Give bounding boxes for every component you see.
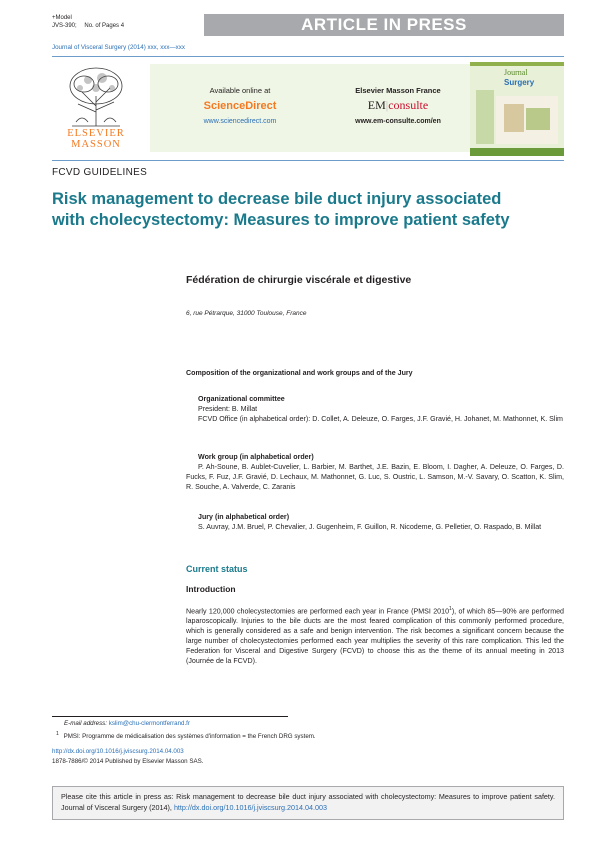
author-affiliation: 6, rue Pétrarque, 31000 Toulouse, France <box>186 310 307 317</box>
article-title: Risk management to decrease bile duct injury associated with cholecystectomy: Measures to improve patient safety <box>52 190 510 229</box>
email-link[interactable]: kslim@chu-clermontferrand.fr <box>108 720 190 727</box>
em-suffix: consulte <box>388 98 429 112</box>
citation-text: Please cite this article in press as: Risk management to decrease bile duct injury associated with cholecystectomy: Measures to improve patient safety. Journal of Visceral Surgery (2014), <box>61 792 555 812</box>
running-header <box>52 14 124 30</box>
org-office: FCVD Office (in alphabetical order): D. Collet, A. Deleuze, O. Farges, J.F. Gravié, H. Johanet, M. Mathonnet, K. Slim <box>198 415 563 423</box>
email-footnote <box>64 720 190 728</box>
sciencedirect-logo[interactable]: ScienceDirect <box>203 100 277 112</box>
journal-citation-line: Journal of Visceral Surgery (2014) xxx, xxx—xxx <box>52 44 185 51</box>
pmsi-footnote <box>56 730 316 741</box>
org-president: President: B. Millat <box>198 405 258 413</box>
copyright-line: 1878-7886/© 2014 Published by Elsevier Masson SAS. <box>52 758 204 765</box>
introduction-paragraph <box>186 604 564 666</box>
subsection-heading: Introduction <box>186 584 236 594</box>
elsevier-masson-logo <box>52 62 140 156</box>
em-prefix: EM <box>367 98 386 112</box>
logo-text-elsevier: ELSEVIER <box>67 128 125 139</box>
availability-box <box>150 64 474 152</box>
jury-members: S. Auvray, J.M. Bruel, P. Chevalier, J. Gugenheim, F. Guillon, R. Nicodeme, G. Pelletier, O. Raspado, B. Millat <box>198 523 542 531</box>
jury-heading: Jury (in alphabetical order) <box>198 513 290 521</box>
work-group <box>186 452 564 492</box>
cover-title-surgery: Surgery <box>504 78 535 87</box>
article-in-press-banner: ARTICLE IN PRESS <box>204 14 564 36</box>
footnote-rule <box>52 716 288 717</box>
journal-header <box>52 62 564 156</box>
elsevier-masson-france-label: Elsevier Masson France <box>355 86 441 95</box>
work-heading: Work group (in alphabetical order) <box>198 453 314 461</box>
journal-cover-thumbnail <box>470 62 564 156</box>
footnote-ref[interactable]: 1 <box>449 606 452 612</box>
org-heading: Organizational committee <box>198 395 285 403</box>
citation-doi-link[interactable]: http://dx.doi.org/10.1016/j.jviscsurg.2014.04.003 <box>173 803 327 812</box>
article-author: Fédération de chirurgie viscérale et digestive <box>186 274 412 286</box>
jury <box>186 512 564 532</box>
para-part-2: ), of which 85—90% are performed laparoscopically. Injuries to the bile ducts are the most feared complication of this commonly performed procedure, which is generally considered as a safe and benign intervention. The risk becomes a significant concern because the large number of cholecystectomies performed each year multiplies the severity of this rare complication. This led the Federation for Visceral and Digestive Surgery (FCVD) to choose this as the theme of its annual meeting in 2013 (Journée de la FCVD). <box>186 607 564 666</box>
organizational-committee <box>186 394 564 424</box>
em-consulte-logo[interactable]: EM|consulte <box>367 98 429 112</box>
section-heading: Current status <box>186 564 248 574</box>
logo-text-masson: MASSON <box>71 139 121 150</box>
article-ref: JVS-390; <box>52 23 77 29</box>
citation-box <box>52 786 564 820</box>
email-label: E-mail address: <box>64 720 107 727</box>
para-part-1: Nearly 120,000 cholecystectomies are performed each year in France (PMSI 2010 <box>186 607 450 616</box>
available-online-label: Available online at <box>209 86 271 95</box>
page-count: No. of Pages 4 <box>84 23 125 29</box>
header-rule-top <box>52 56 564 57</box>
model-label: +Model <box>52 15 72 21</box>
doi-link[interactable]: http://dx.doi.org/10.1016/j.jviscsurg.2014.04.003 <box>52 748 184 755</box>
em-consulte-link[interactable]: www.em-consulte.com/en <box>355 118 441 125</box>
composition-heading: Composition of the organizational and work groups and of the Jury <box>186 369 413 377</box>
work-members: P. Ah-Soune, B. Aublet-Cuvelier, L. Barbier, M. Barthet, J.E. Bazin, E. Bloom, I. Dagher, A. Deleuze, O. Farges, D. Fucks, F. Fuz, J.F. Gravié, D. Lechaux, M. Mathonnet, G. Luc, S. Oustric, L. Samson, M.-V. Savary, O. Scatton, K. Slim, R. Souche, A. Valverde, C. Zaranis <box>186 463 564 491</box>
footnote-mark: 1 <box>56 731 59 737</box>
ref-line <box>52 22 124 30</box>
sciencedirect-link[interactable]: www.sciencedirect.com <box>203 118 277 125</box>
cover-title-journal: Journal <box>504 68 528 77</box>
footnote-text: PMSI: Programme de médicalisation des systèmes d'information = the French DRG system. <box>63 733 316 741</box>
article-category: FCVD GUIDELINES <box>52 167 148 178</box>
header-rule-bottom <box>52 160 564 161</box>
